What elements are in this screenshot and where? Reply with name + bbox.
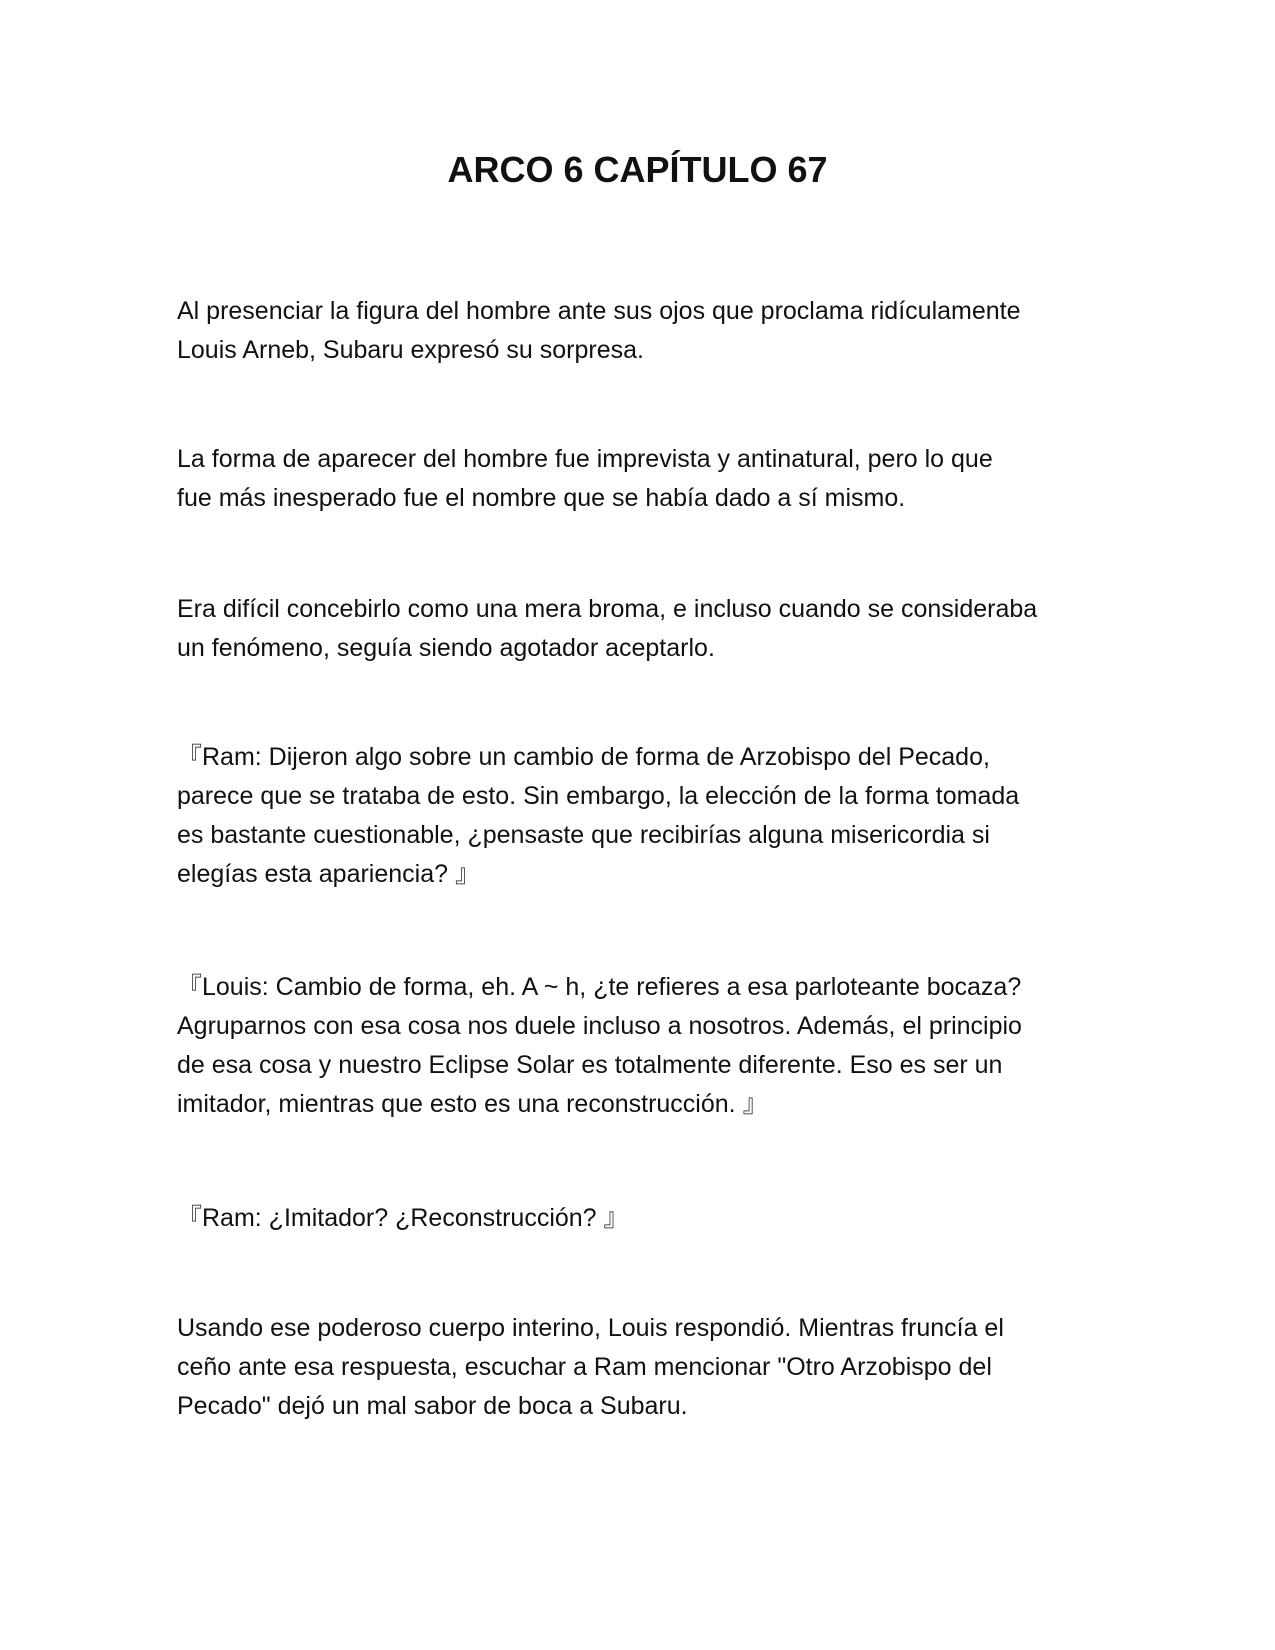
paragraph: Usando ese poderoso cuerpo interino, Louis respondió. Mientras fruncía el ceño ante esa respuesta, escuchar a Ram mencionar "Otro Arzobispo del Pecado" dejó un mal sabor de boca a Subaru.: [177, 1314, 1004, 1420]
paragraph: Era difícil concebirlo como una mera broma, e incluso cuando se consideraba un fenómeno, seguía siendo agotador aceptarlo.: [177, 595, 1038, 662]
dialogue-paragraph: 『Ram: Dijeron algo sobre un cambio de forma de Arzobispo del Pecado, parece que se trataba de esto. Sin embargo, la elección de la forma tomada es bastante cuestionable, ¿pensaste que recibirías alguna misericordia si elegías esta apariencia? 』: [177, 743, 1020, 888]
dialogue-paragraph: 『Louis: Cambio de forma, eh. A ~ h, ¿te refieres a esa parloteante bocaza? Agruparnos con esa cosa nos duele incluso a nosotros. Además, el principio de esa cosa y nuestro Eclipse Solar es totalmente diferente. Eso es ser un imitador, mientras que esto es una reconstrucción. 』: [177, 973, 1022, 1118]
paragraph: La forma de aparecer del hombre fue imprevista y antinatural, pero lo que fue más inesperado fue el nombre que se había dado a sí mismo.: [177, 445, 993, 512]
chapter-title: ARCO 6 CAPÍTULO 67: [447, 149, 828, 190]
dialogue-paragraph: 『Ram: ¿Imitador? ¿Reconstrucción? 』: [177, 1204, 629, 1232]
paragraph: Al presenciar la figura del hombre ante sus ojos que proclama ridículamente Louis Arneb, Subaru expresó su sorpresa.: [177, 297, 1021, 364]
